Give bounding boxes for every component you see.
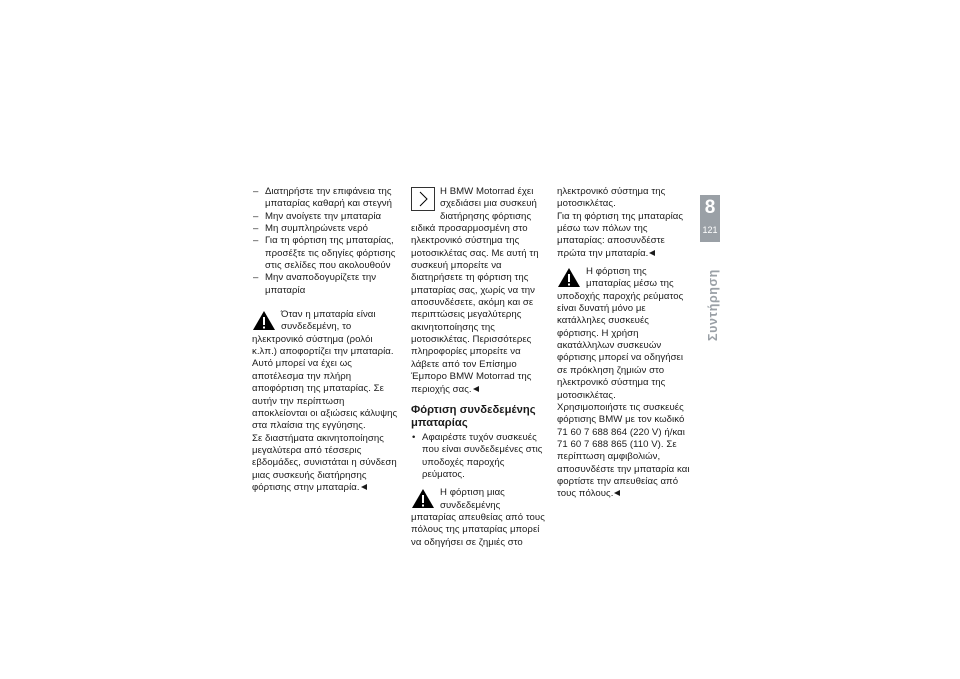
list-item-text: Αφαιρέστε τυχόν συσκευές που είναι συνδεδεμένες στις υποδοχές παροχής ρεύματος. bbox=[422, 431, 543, 480]
column-1 bbox=[252, 186, 400, 494]
note-block bbox=[411, 186, 548, 396]
end-of-section-icon bbox=[614, 490, 620, 496]
paragraph-text: ηλεκτρονικό σύστημα της μοτοσικλέτας. bbox=[557, 186, 666, 210]
list-item-text: Διατηρήστε την επιφάνεια της μπαταρίας καθαρή και στεγνή bbox=[265, 186, 393, 210]
paragraph-text: Χρησιμοποιήστε τις συσκευές φόρτισης BMW με τον κωδικό 71 60 7 688 864 (220 V) ή/και 71 60 7 688 865 (110 V). Σε περίπτωση αμφιβολιών, αποσυνδέστε την μπαταρία και φορτίστε την απευθείας από τους πόλους. bbox=[557, 401, 690, 500]
chapter-side-label: Συντήρηση bbox=[706, 269, 720, 341]
warning-text: Η φόρτιση της μπαταρίας μέσω της υποδοχής παροχής ρεύματος είναι δυνατή μόνο με κατάλληλες συσκευές φόρτισης. Η χρήση ακατάλληλων συσκευών φόρτισης μπορεί να οδηγήσει σε πρόκληση ζημιών στο ηλεκτρονικό σύστημα της μοτοσικλέτας. bbox=[557, 266, 684, 401]
warning-triangle-icon bbox=[557, 267, 581, 288]
end-of-section-icon bbox=[649, 250, 655, 256]
note-text: Η BMW Motorrad έχει σχεδιάσει μια συσκευή διατήρησης φόρτισης ειδικά προσαρμοσμένη στο ηλεκτρονικό σύστημα της μοτοσικλέτας σας. Με αυτή τη συσκευή μπορείτε να διατηρήσετε τη φόρτιση της μπαταρίας σας, χωρίς να την αποσυνδέσετε, ακόμη και σε περιπτώσεις μεγαλύτερης ακινητοποίησης της μοτοσικλέτας. Περισσότερες πληροφορίες μπορείτε να λάβετε από τον Επίσημο Έμπορο BMW Motorrad της περιοχής σας. bbox=[411, 186, 539, 395]
note-arrow-icon bbox=[411, 187, 435, 211]
warning-text: Η φόρτιση μιας συνδεδεμένης μπαταρίας απευθείας από τους πόλους της μπαταρίας μπορεί να οδηγήσει σε ζημιές στο bbox=[411, 487, 545, 548]
end-of-section-icon bbox=[361, 484, 367, 490]
section-heading: Φόρτιση συνδεδεμένης μπαταρίας bbox=[411, 403, 536, 429]
paragraph bbox=[557, 402, 692, 501]
chapter-tab bbox=[700, 195, 720, 242]
list-item bbox=[252, 223, 400, 235]
list-item bbox=[252, 272, 400, 297]
paragraph-text: Σε διαστήματα ακινητοποίησης μεγαλύτερα από τέσσερις εβδομάδες, συνιστάται η σύνδεση μιας συσκευής διατήρησης φόρτισης στην μπαταρία. bbox=[252, 432, 397, 493]
warning-block bbox=[252, 309, 400, 432]
list-item-text: Μην αναποδογυρίζετε την μπαταρία bbox=[265, 272, 377, 296]
list-item bbox=[252, 186, 400, 211]
list-item bbox=[252, 235, 400, 272]
column-3 bbox=[557, 186, 692, 501]
chapter-number: 8 bbox=[704, 197, 716, 218]
paragraph bbox=[557, 211, 692, 260]
paragraph bbox=[252, 433, 400, 495]
list-item-text: Μη συμπληρώνετε νερό bbox=[265, 223, 369, 235]
paragraph-text: Για τη φόρτιση της μπαταρίας μέσω των πόλων της μπαταρίας: αποσυνδέστε πρώτα την μπαταρία. bbox=[557, 210, 684, 259]
page-number: 121 bbox=[702, 225, 718, 235]
list-item bbox=[411, 432, 548, 481]
warning-triangle-icon bbox=[252, 310, 276, 331]
list-item-text: Για τη φόρτιση της μπαταρίας, προσέξτε τις οδηγίες φόρτισης στις σελίδες που ακολουθούν bbox=[265, 235, 396, 272]
list-item-text: Μην ανοίγετε την μπαταρία bbox=[265, 210, 382, 222]
paragraph bbox=[557, 186, 692, 211]
list-item bbox=[252, 211, 400, 223]
warning-block bbox=[557, 266, 692, 402]
warning-triangle-icon bbox=[411, 488, 435, 509]
warning-text: Όταν η μπαταρία είναι συνδεδεμένη, το ηλεκτρονικό σύστημα (ρολόι κ.λπ.) αποφορτίζει την μπαταρία. Αυτό μπορεί να έχει ως αποτέλεσμα την πλήρη αποφόρτιση της μπαταρίας. Σε αυτήν την περίπτωση αποκλείονται οι αξιώσεις κάλυψης στα πλαίσια της εγγύησης. bbox=[252, 309, 398, 432]
end-of-section-icon bbox=[473, 386, 479, 392]
warning-block bbox=[411, 487, 548, 549]
column-2 bbox=[411, 186, 548, 549]
